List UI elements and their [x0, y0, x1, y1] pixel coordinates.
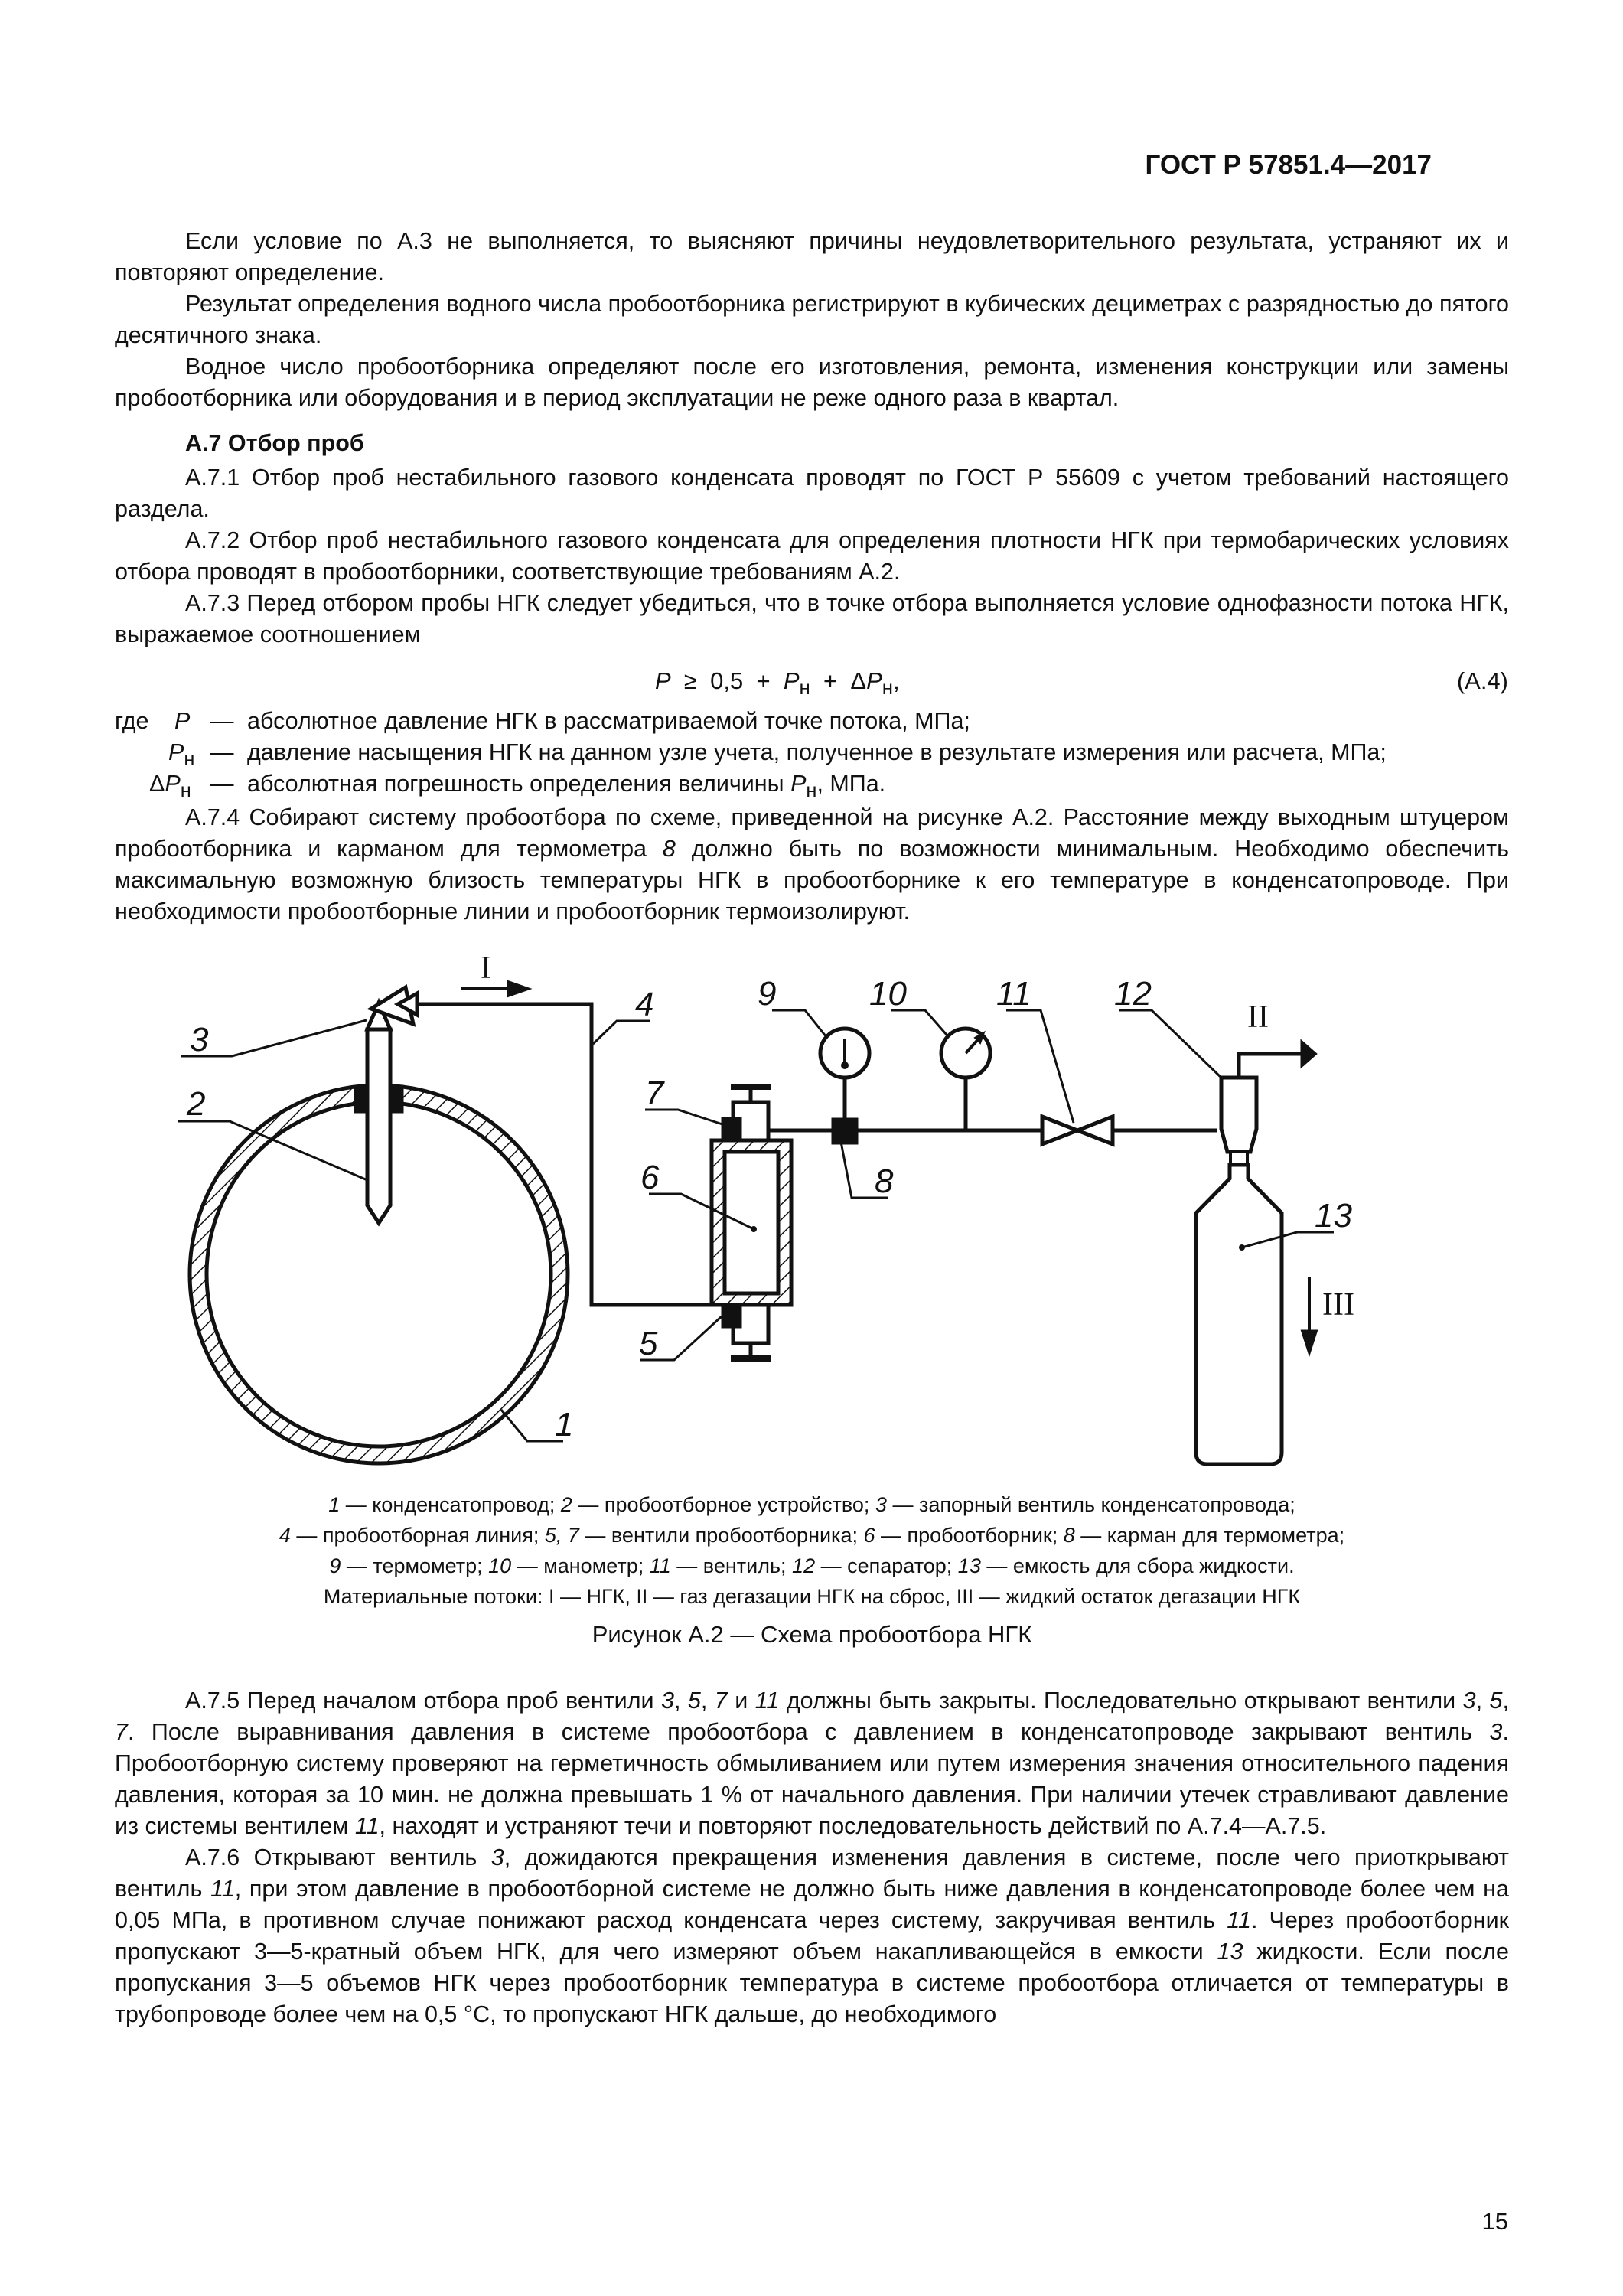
label-7: 7	[645, 1075, 664, 1112]
document-header: ГОСТ Р 57851.4—2017	[1145, 150, 1432, 180]
label-11: 11	[996, 975, 1031, 1013]
valve-11	[1042, 1117, 1113, 1144]
label-10: 10	[869, 975, 907, 1013]
label-9: 9	[758, 975, 777, 1013]
section-title: А.7 Отбор проб	[185, 430, 364, 456]
paragraph: А.7.4 Собирают систему пробоотбора по схеме, приведенной на рисунке А.2. Расстояние между выходным штуцером пробоотборника и карманом для термометра 8 должно быть по возможности минимальным. Необходимо обеспечить максимальную возможную близость температуры НГК в пробоотборнике к его температуре в конденсатопроводе. При необходимости пробоотборные линии и пробоотборник термоизолируют.	[115, 804, 1509, 925]
label-2: 2	[187, 1085, 206, 1123]
label-13: 13	[1315, 1197, 1352, 1234]
where-desc: абсолютное давление НГК в рассматриваемой точке потока, МПа;	[247, 708, 970, 734]
paragraph: А.7.5 Перед началом отбора проб вентили 3, 5, 7 и 11 должны быть закрыты. Последовательно открывают вентили 3, 5, 7. После выравнивания давления в системе пробоотбора с давлением в конденсатопроводе закрывают вентиль 3. Пробоотборную систему проверяют на герметичность обмыливанием или путем измерения значения относительного падения давления, которая за 10 мин. не должна превышать 1 % от начального давления. При наличии утечек стравливают давление из системы вентилем 11, находят и устраняют течи и повторяют последовательность действий по А.7.4—А.7.5.	[115, 1688, 1509, 1839]
liquid-vessel	[1196, 1165, 1282, 1464]
paragraph: А.7.1 Отбор проб нестабильного газового конденсата проводят по ГОСТ Р 55609 с учетом требований настоящего раздела.	[115, 465, 1509, 522]
flow-i-label: I	[481, 951, 491, 986]
paragraph: А.7.3 Перед отбором пробы НГК следует убедиться, что в точке отбора выполняется условие однофазности потока НГК, выражаемое соотношением	[115, 590, 1509, 647]
label-5: 5	[639, 1325, 658, 1362]
thermometer	[820, 1029, 869, 1120]
a75-a76-block	[115, 1685, 1509, 2030]
thermowell	[833, 1120, 856, 1143]
formula-a4: $P \ge 0,5 + P_н + \Delta P_н$,	[655, 667, 900, 700]
legend-line: Материальные потоки: I — НГК, II — газ дегазации НГК на сброс, III — жидкий остаток дегазации НГК	[323, 1585, 1301, 1608]
legend-line: 1 — конденсатопровод; 2 — пробоотборное устройство; 3 — запорный вентиль конденсатопровода;	[328, 1493, 1295, 1516]
label-3: 3	[190, 1021, 209, 1058]
flow-ii-label: II	[1247, 1000, 1269, 1035]
legend-line: 4 — пробоотборная линия; 5, 7 — вентили пробоотборника; 6 — пробоотборник; 8 — карман для термометра;	[279, 1524, 1345, 1547]
where-symbol: $\Delta P_н$	[149, 771, 191, 802]
figure-legend	[115, 1489, 1509, 1612]
manometer	[941, 1029, 990, 1130]
label-4: 4	[635, 986, 654, 1023]
paragraph: Если условие по А.3 не выполняется, то выясняют причины неудовлетворительного результата, устраняют их и повторяют определение.	[115, 228, 1509, 285]
paragraph: Водное число пробоотборника определяют после его изготовления, ремонта, изменения конструкции или замены пробоотборника или оборудования и в период эксплуатации не реже одного раза в квартал.	[115, 354, 1509, 411]
page-number: 15	[1481, 2208, 1508, 2235]
separator	[1221, 1043, 1315, 1165]
where-word: где	[115, 708, 149, 734]
legend-line: 9 — термометр; 10 — манометр; 11 — вентиль; 12 — сепаратор; 13 — емкость для сбора жидкости.	[329, 1554, 1295, 1577]
where-desc: давление насыщения НГК на данном узле учета, полученное в результате измерения или расчета, МПа;	[247, 739, 1387, 765]
flow-iii-label: III	[1322, 1287, 1354, 1322]
sampler-6	[712, 1087, 791, 1358]
paragraph: А.7.2 Отбор проб нестабильного газового конденсата для определения плотности НГК при термобарических условиях отбора проводят в пробоотборники, соответствующие требованиям А.2.	[115, 527, 1509, 585]
flow-i-arrow	[461, 983, 526, 995]
label-12: 12	[1114, 975, 1152, 1013]
paragraph: А.7.6 Открывают вентиль 3, дожидаются прекращения изменения давления в системе, после чего приоткрывают вентиль 11, при этом давление в пробоотборной системе не должно быть ниже давления в конденсатопроводе более чем на 0,05 МПа, в противном случае понижают расход конденсата через систему, закручивая вентиль 11. Через пробоотборник пропускают 3—5-кратный объем НГК, для чего измеряют объем накапливающейся в емкости 13 жидкости. Если после пропускания 3—5 объемов НГК через пробоотборник температура в системе пробоотбора отличается от температуры в трубопроводе более чем на 0,5 °С, то пропускают НГК дальше, до необходимого	[115, 1844, 1509, 2027]
label-1: 1	[555, 1406, 574, 1443]
paragraph: Результат определения водного числа пробоотборника регистрируют в кубических дециметрах с разрядностью до пятого десятичного знака.	[115, 291, 1509, 348]
figure-caption: Рисунок А.2 — Схема пробоотбора НГК	[592, 1621, 1032, 1648]
equation-number: (А.4)	[1456, 667, 1508, 694]
label-6: 6	[640, 1159, 660, 1196]
flow-iii-arrow	[1303, 1277, 1315, 1351]
where-desc: абсолютная погрешность определения величины $P_н$, МПа.	[247, 771, 886, 802]
where-symbol: $P_н$	[168, 739, 195, 771]
label-8: 8	[875, 1163, 894, 1200]
where-symbol: P	[174, 708, 191, 734]
